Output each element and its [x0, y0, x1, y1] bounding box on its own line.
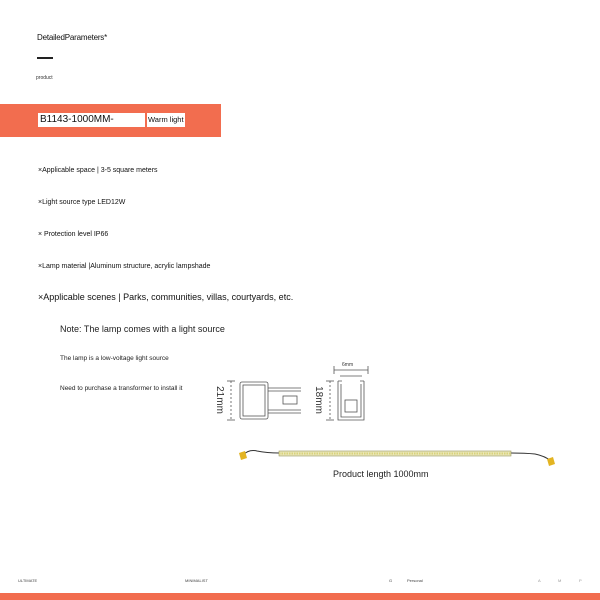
width-dimension-label: 21mm	[214, 386, 225, 414]
footer-letter-a: A	[538, 578, 541, 583]
light-type: Warm light	[147, 113, 185, 127]
product-label: product	[36, 75, 53, 81]
led-strip-illustration	[235, 445, 560, 470]
footer-letter-m: M	[558, 578, 562, 583]
param-applicable-space: ×Applicable space | 3-5 square meters	[38, 167, 158, 174]
product-length-label: Product length 1000mm	[333, 469, 429, 479]
note-low-voltage: The lamp is a low-voltage light source	[60, 355, 169, 362]
profile-side-diagram	[205, 378, 305, 423]
footer-letter-p: P	[579, 578, 582, 583]
bottom-accent-bar	[0, 593, 600, 600]
title-divider	[37, 57, 53, 59]
model-code: B1143-1000MM-	[38, 113, 145, 127]
page-title: DetailedParameters*	[37, 33, 108, 42]
param-lamp-material: ×Lamp material |Aluminum structure, acrylic lampshade	[38, 263, 211, 270]
footer-g: G	[389, 578, 393, 583]
footer-minimalist: MINIMALIST	[185, 578, 208, 583]
note-transformer: Need to purchase a transformer to install it	[60, 385, 183, 392]
height-dimension-label: 18mm	[313, 386, 324, 414]
param-light-source: ×Light source type LED12W	[38, 199, 126, 206]
footer-personal: Personal	[407, 578, 423, 583]
top-dimension-label: 6mm	[342, 362, 354, 368]
note-light-source: Note: The lamp comes with a light source	[60, 324, 225, 334]
param-applicable-scenes: ×Applicable scenes | Parks, communities, villas, courtyards, etc.	[38, 292, 294, 302]
param-protection-level: × Protection level IP66	[38, 231, 109, 238]
profile-end-diagram	[312, 356, 372, 424]
footer-ultimate: ULTIMATE	[18, 578, 38, 583]
